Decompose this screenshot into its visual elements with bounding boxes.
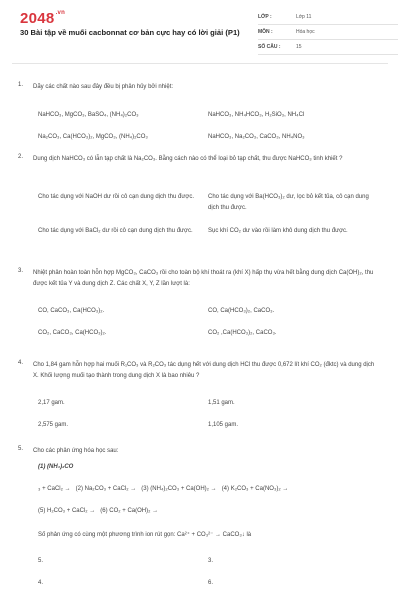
meta-row-class <box>258 10 398 25</box>
answer-option-b[interactable]: 3. <box>208 558 214 564</box>
answer-option-a[interactable]: CO, CaCO₃, Ca(HCO₃)₂. <box>38 308 105 314</box>
question-text: Dung dịch NaHCO₃ có lẫn tạp chất là Na₂CO₃. Bằng cách nào có thể loại bỏ tạp chất, thu được NaHCO₃ tinh khiết ? <box>33 156 343 162</box>
reaction-5: (5) H₂CO₃ + CaCl₂ → <box>38 508 96 514</box>
answer-option-c[interactable]: Na₂CO₃, Ca(HCO₃)₂, MgCO₃, (NH₄)₂CO₃ <box>38 134 148 140</box>
question-number: 1. <box>18 82 24 88</box>
meta-row-count <box>258 40 398 55</box>
answer-option-d[interactable]: CO₂ ,Ca(HCO₃)₂, CaCO₃. <box>208 330 277 336</box>
meta-value: Hóa học <box>296 29 315 35</box>
answer-option-b[interactable]: NaHCO₃, NH₄HCO₃, H₂SiO₃, NH₄Cl <box>208 112 305 118</box>
question-text: Nhiệt phân hoàn toàn hỗn hợp MgCO₃, CaCO₃ rồi cho toàn bộ khí thoát ra (khí X) hấp thụ vừa hết bằng dung dịch Ca(OH)₂, thu được kết tủa Y và dung dịch Z. Các chất X, Y, Z lần lượt là: <box>33 270 374 287</box>
answer-option-c[interactable]: Cho tác dụng với BaCl₂ dư rồi cô cạn dung dịch thu được. <box>38 228 193 234</box>
meta-label: LỚP : <box>258 14 272 20</box>
answer-option-d[interactable]: Sục khí CO₂ dư vào rồi làm khô dung dịch thu được. <box>208 228 348 234</box>
reaction-line-1 <box>38 484 288 495</box>
meta-label: MÔN : <box>258 29 273 35</box>
reaction-line-2 <box>38 506 158 517</box>
question-text: Cho 1,84 gam hỗn hợp hai muối R₁CO₃ và R₂CO₃ tác dụng hết với dung dịch HCl thu được 0,672 lít khí CO₂ (đktc) và dung dịch X. Khối lượng muối tạo thành trong dung dịch X là bao nhiêu ? <box>33 362 375 379</box>
meta-label: SỐ CÂU : <box>258 44 281 50</box>
question-text: Cho các phản ứng hóa học sau: <box>33 448 119 454</box>
question-number: 4. <box>18 360 24 366</box>
answer-option-b[interactable]: CO, Ca(HCO₃)₂, CaCO₃. <box>208 308 275 314</box>
answer-option-b[interactable]: Cho tác dụng với Ba(HCO₃)₂ dư, lọc bỏ kết tủa, cô cạn dung dịch thu được. <box>208 194 369 211</box>
site-logo[interactable]: $2048^{.vn}$ <box>20 10 66 27</box>
question-number: 5. <box>18 446 24 452</box>
answer-option-c[interactable]: 4. <box>38 580 44 586</box>
reaction-4: (4) K₂CO₃ + Ca(NO₃)₂ → <box>221 486 289 492</box>
document-title: 30 Bài tập về muối cacbonnat cơ bản cực hay có lời giải (P1) <box>20 28 240 37</box>
answer-option-a[interactable]: 2,17 gam. <box>38 400 65 406</box>
reaction-2: (2) Na₂CO₃ + CaCl₂ → <box>75 486 137 492</box>
reaction-3: (3) (NH₄)₂CO₃ + Ca(OH)₂ → <box>141 486 217 492</box>
question-prompt: Số phản ứng có cùng một phương trình ion rút gọn: Ca²⁺ + CO₃²⁻ → CaCO₃↓ là <box>38 532 252 538</box>
reaction-1: (1) (NH₄)₂CO <box>38 464 74 470</box>
meta-value: 15 <box>296 44 302 50</box>
meta-row-subject <box>258 25 398 40</box>
answer-option-b[interactable]: 1,51 gam. <box>208 400 235 406</box>
answer-option-d[interactable]: NaHCO₃, Na₂CO₃, CaCO₃, NH₄NO₃ <box>208 134 305 140</box>
answer-option-d[interactable]: 1,105 gam. <box>208 422 239 428</box>
question-number: 3. <box>18 268 24 274</box>
question-number: 2. <box>18 154 24 160</box>
document-header <box>12 0 388 64</box>
answer-option-c[interactable]: 2,575 gam. <box>38 422 69 428</box>
document-meta <box>258 10 398 55</box>
answer-option-a[interactable]: Cho tác dụng với NaOH dư rồi cô cạn dung dịch thu được. <box>38 194 194 200</box>
reaction-1-tail: ₃ + CaCl₂ → <box>38 486 71 492</box>
answer-option-c[interactable]: CO₂, CaCO₃, Ca(HCO₃)₂. <box>38 330 107 336</box>
answer-option-d[interactable]: 6. <box>208 580 214 586</box>
reaction-6: (6) CO₂ + Ca(OH)₂ → <box>100 508 159 514</box>
answer-option-a[interactable]: NaHCO₃, MgCO₃, BaSO₄, (NH₄)₂CO₃ <box>38 112 139 118</box>
answer-option-a[interactable]: 5. <box>38 558 44 564</box>
meta-value: Lớp 11 <box>296 14 312 20</box>
question-text: Dãy các chất nào sau đây đều bị phân hủy bởi nhiệt: <box>33 84 174 90</box>
